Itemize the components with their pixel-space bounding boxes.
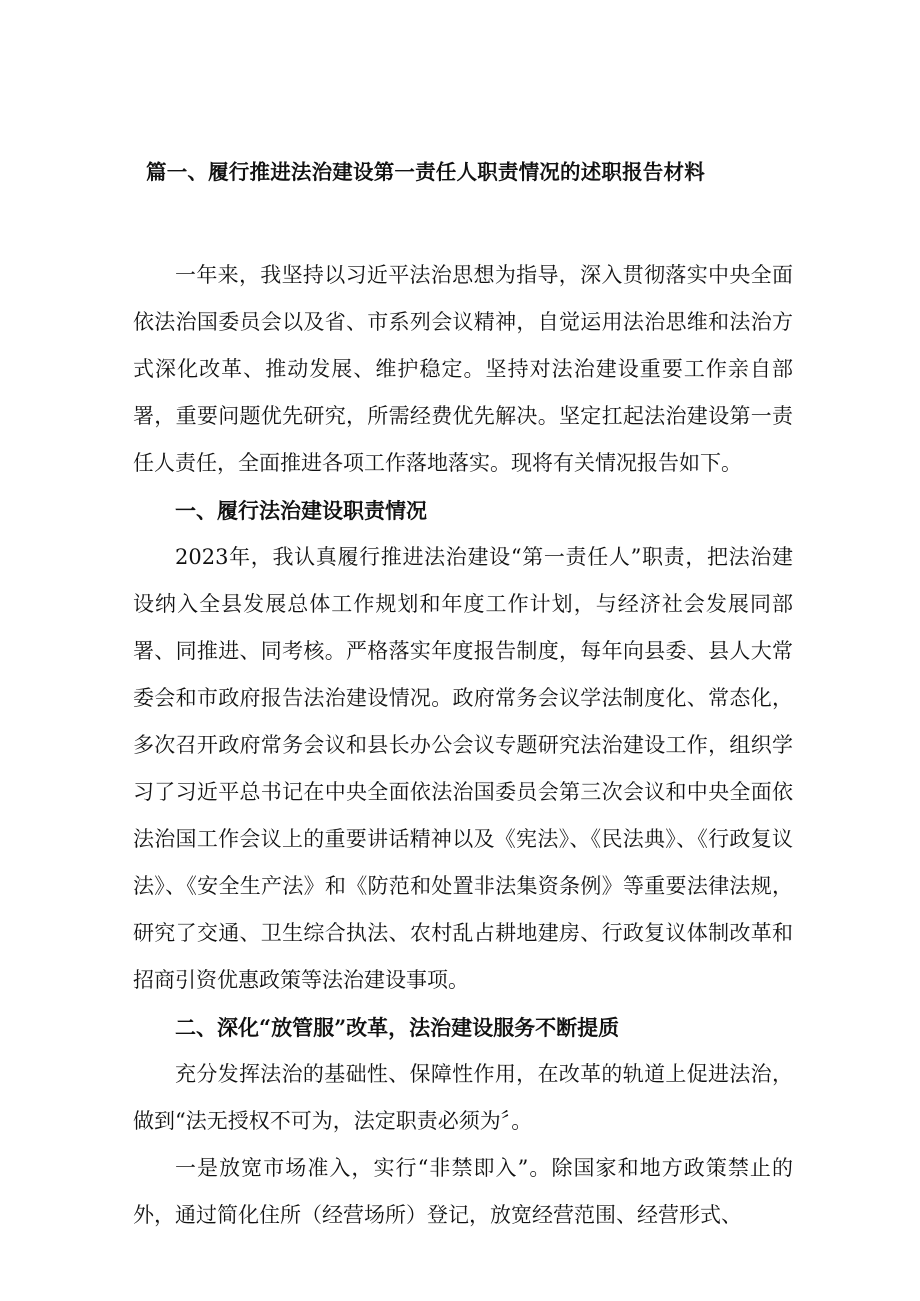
paragraph-intro: 一年来，我坚持以习近平法治思想为指导，深入贯彻落实中央全面依法治国委员会以及省、市系列会议精神，自觉运用法治思维和法治方式深化改革、推动发展、维护稳定。坚持对法治建设重要工作亲自部署，重要问题优先研究，所需经费优先解决。坚定扛起法治建设第一责任人责任，全面推进各项工作落地落实。现将有关情况报告如下。 <box>133 263 793 475</box>
document-title: 篇一、履行推进法治建设第一责任人职责情况的述职报告材料 <box>146 160 705 184</box>
section-heading-1: 一、履行法治建设职责情况 <box>175 498 427 523</box>
document-body <box>133 252 793 1239</box>
paragraph-section-2: 充分发挥法治的基础性、保障性作用，在改革的轨道上促进法治，做到“法无授权不可为，法定职责必须为〞。 <box>133 1062 793 1133</box>
paragraph-section-1: 2023年，我认真履行推进法治建设“第一责任人”职责，把法治建设纳入全县发展总体工作规划和年度工作计划，与经济社会发展同部署、同推进、同考核。严格落实年度报告制度，每年向县委、县人大常委会和市政府报告法治建设情况。政府常务会议学法制度化、常态化，多次召开政府常务会议和县长办公会议专题研究法治建设工作，组织学习了习近平总书记在中央全面依法治国委员会第三次会议和中央全面依法治国工作会议上的重要讲话精神以及《宪法》、《民法典》、《行政复议法》、《安全生产法》和《防范和处置非法集资条例》等重要法律法规，研究了交通、卫生综合执法、农村乱占耕地建房、行政复议体制改革和招商引资优惠政策等法治建设事项。 <box>133 545 793 992</box>
paragraph-item-1: 一是放宽市场准入，实行“非禁即入”。除国家和地方政策禁止的外，通过简化住所（经营场所）登记，放宽经营范围、经营形式、 <box>133 1156 793 1227</box>
section-heading-2: 二、深化“放管服”改革，法治建设服务不断提质 <box>175 1015 620 1040</box>
